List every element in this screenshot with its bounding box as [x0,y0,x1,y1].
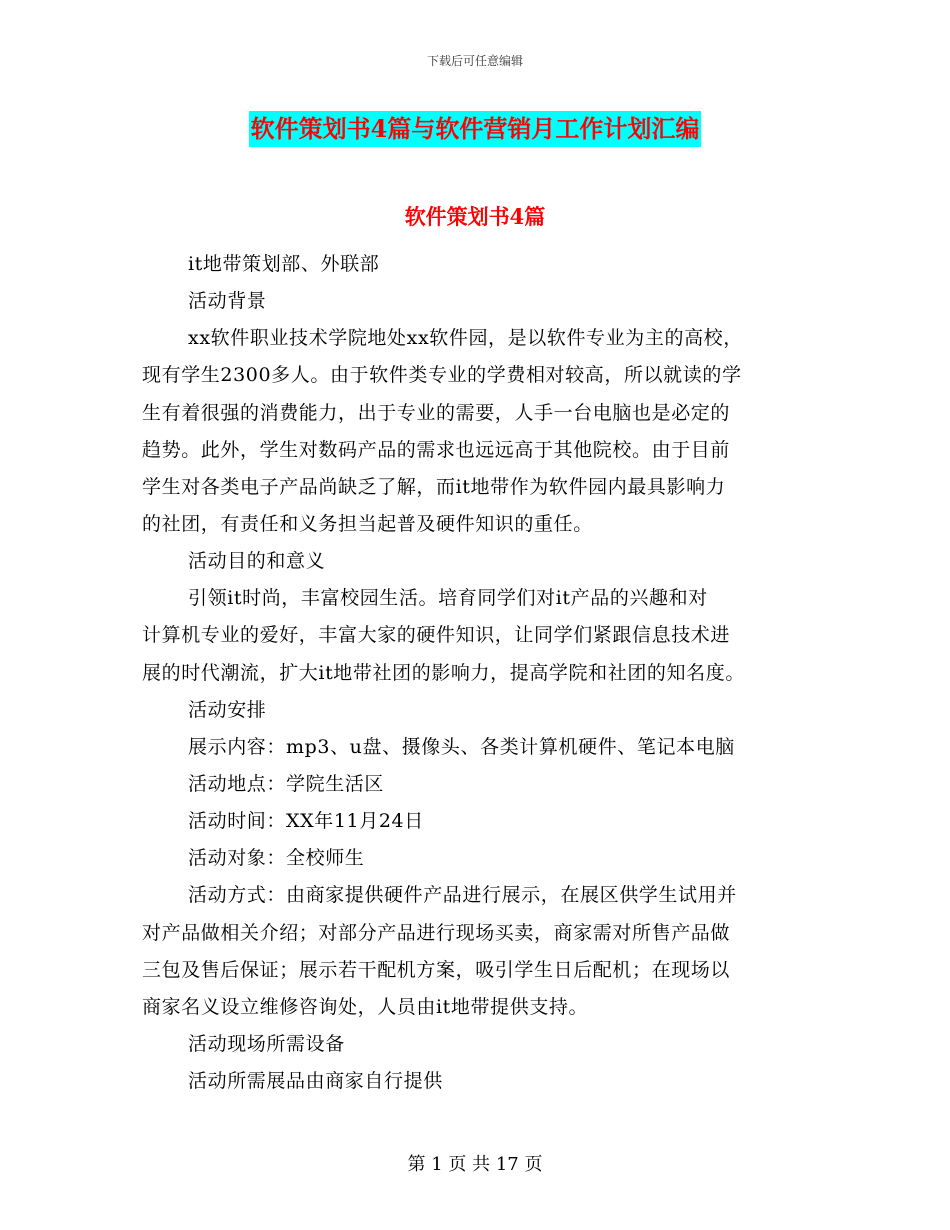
section-title: 软件策划书4篇 [404,204,546,229]
heading-line: 活动目的和意义 [188,550,326,573]
paragraph-line: 展的时代潮流，扩大it地带社团的影响力，提高学院和社团的知名度。 [142,661,745,684]
main-title: 软件策划书4篇与软件营销月工作计划汇编 [249,111,702,147]
paragraph-line: 活动地点：学院生活区 [188,772,385,795]
heading-line: 活动背景 [188,290,267,313]
paragraph-line: 活动所需展品由商家自行提供 [188,1070,443,1093]
heading-line: 活动现场所需设备 [188,1032,345,1055]
paragraph-line: 趋势。此外，学生对数码产品的需求也远远高于其他院校。由于目前 [142,438,731,461]
page-number-footer: 第 1 页 共 17 页 [407,1154,543,1175]
heading-line: 活动安排 [188,698,267,721]
paragraph-line: 对产品做相关介绍；对部分产品进行现场买卖，商家需对所售产品做 [142,921,731,944]
document-body [142,246,832,1100]
paragraph-line: xx软件职业技术学院地处xx软件园，是以软件专业为主的高校， [188,327,743,350]
paragraph-line: 生有着很强的消费能力，出于专业的需要，人手一台电脑也是必定的 [142,401,731,424]
main-title-container [0,111,950,147]
paragraph-line: 商家名义设立维修咨询处，人员由it地带提供支持。 [142,995,589,1018]
paragraph-line: it地带策划部、外联部 [188,253,380,275]
paragraph-line: 三包及售后保证；展示若干配机方案，吸引学生日后配机；在现场以 [142,958,731,981]
paragraph-line: 活动时间：XX年11月24日 [188,810,424,833]
paragraph-line: 引领it时尚，丰富校园生活。培育同学们对it产品的兴趣和对 [188,587,708,610]
paragraph-line: 活动对象：全校师生 [188,847,365,870]
paragraph-line: 计算机专业的爱好，丰富大家的硬件知识，让同学们紧跟信息技术进 [142,624,731,647]
paragraph-line: 展示内容：mp3、u盘、摄像头、各类计算机硬件、笔记本电脑 [188,735,735,758]
page-header-note: 下载后可任意编辑 [426,54,523,68]
paragraph-line: 的社团，有责任和义务担当起普及硬件知识的重任。 [142,512,593,535]
paragraph-line: 现有学生2300多人。由于软件类专业的学费相对较高，所以就读的学 [142,364,742,387]
paragraph-line: 学生对各类电子产品尚缺乏了解，而it地带作为软件园内最具影响力 [142,475,726,498]
paragraph-line: 活动方式：由商家提供硬件产品进行展示，在展区供学生试用并 [188,884,737,907]
